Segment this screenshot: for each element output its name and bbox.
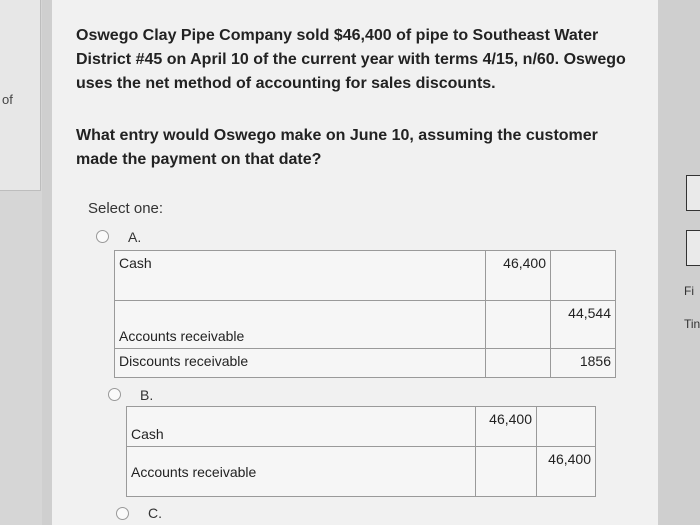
question-prompt: What entry would Oswego make on June 10, assuming the customer made the payment on that date? [76,127,598,168]
left-panel-text: of [2,92,13,107]
right-edge-box[interactable] [686,230,700,266]
option-a-table [114,250,616,378]
select-one-label: Select one: [88,200,164,217]
debit-cell [486,349,551,378]
account-cell [127,447,476,497]
credit-cell [537,407,596,447]
option-b-radio[interactable] [108,388,121,401]
debit-cell: 46,400 [476,407,537,447]
table-row [127,447,596,497]
option-a-label[interactable]: A. [128,229,142,245]
credit-cell: 1856 [551,349,616,378]
option-a-radio[interactable] [96,230,109,243]
account-cell [115,349,486,378]
account-name: Cash [131,426,164,442]
account-name: Accounts receivable [119,328,245,344]
question-text: Oswego Clay Pipe Company sold $46,400 of pipe to Southeast Water District #45 on April 10 of the current year with terms 4/15, n/60. Oswego uses the net method of accounting for sales discounts. [76,27,626,92]
right-edge-box[interactable] [686,175,700,211]
table-row [115,349,616,378]
option-c-label[interactable]: C. [148,505,162,521]
credit-cell [551,251,616,301]
debit-cell [476,447,537,497]
account-name: Accounts receivable [131,463,257,480]
account-cell [115,251,486,301]
table-row [115,301,616,349]
table-row [115,251,616,301]
account-name: Discounts receivable [119,353,249,369]
option-b-label[interactable]: B. [140,387,154,403]
debit-cell [486,301,551,349]
option-c-radio[interactable] [116,507,129,520]
credit-cell: 46,400 [537,447,596,497]
account-name: Cash [119,255,152,271]
account-cell [115,301,486,349]
option-b-table [126,406,596,497]
right-edge-label: Tin [684,317,700,331]
left-panel [0,0,41,191]
debit-cell: 46,400 [486,251,551,301]
credit-cell: 44,544 [551,301,616,349]
question-panel [52,0,658,525]
account-cell [127,407,476,447]
right-edge-label: Fi [684,284,694,298]
table-row [127,407,596,447]
